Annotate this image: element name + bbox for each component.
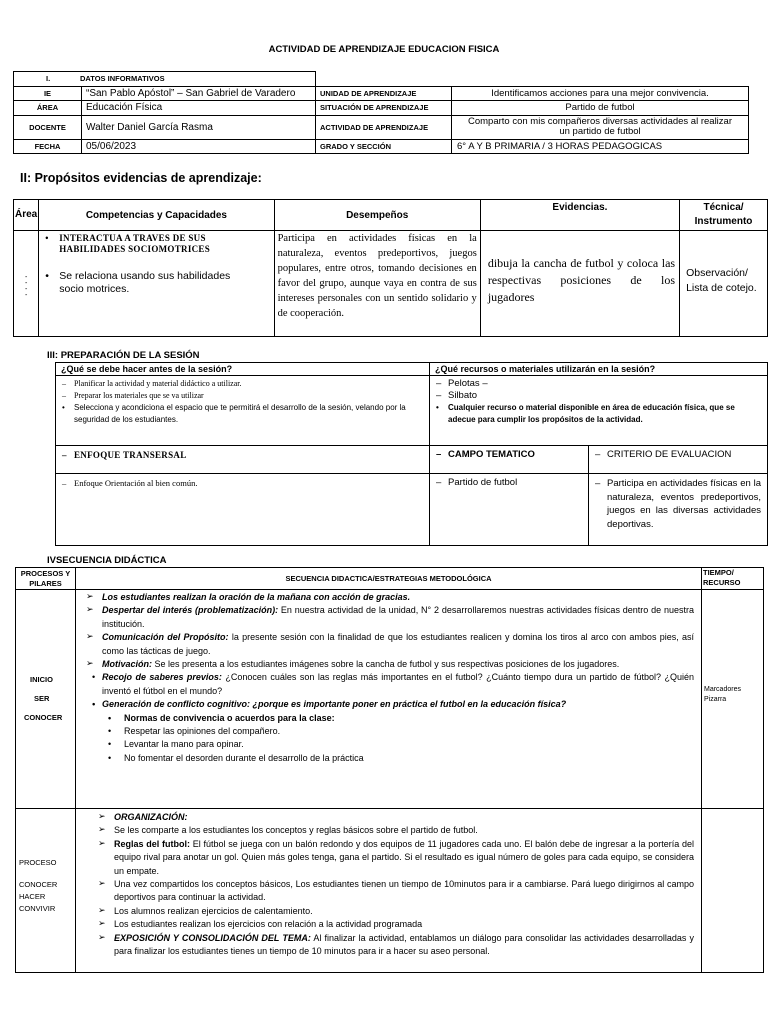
before-item-2: – Preparar los materiales que se va utilizar	[56, 390, 429, 402]
criterio-value: – Participa en actividades físicas en la naturaleza, eventos predeportivos, juegos en las diversas actividades deportivas.	[589, 477, 761, 531]
unidad-value: Identificamos acciones para una mejor convivencia.	[452, 86, 749, 101]
inicio-resources: Marcadores Pizarra	[702, 590, 764, 809]
desempeno-cell: Participa en actividades físicas en la naturaleza, eventos predeportivos, juegos populares, entre otros, tomando decisiones en favor del grupo, aunque vaya en contra de sus intereses personales con un sentido solidario y de cooperación.	[274, 231, 480, 337]
proceso-content	[76, 809, 702, 973]
criterio-header: – CRITERIO DE EVALUACION	[589, 449, 767, 461]
fecha-value: 05/06/2023	[82, 139, 316, 154]
inicio-proposito	[86, 631, 694, 658]
reglas-label: Reglas del futbol:	[114, 838, 191, 849]
inicio-interes	[86, 604, 694, 631]
criterio-value-cell	[589, 474, 768, 546]
enfoque-value-cell	[56, 474, 430, 546]
inicio-label: INICIO	[30, 675, 53, 684]
tiempo-header: TIEMPO/ RECURSO	[702, 568, 764, 590]
grado-value: 6° A Y B PRIMARIA / 3 HORAS PEDAGOGICAS	[452, 139, 749, 154]
proceso-reglas	[86, 838, 694, 878]
proceso-label-cell	[16, 809, 76, 973]
campo-value-cell	[430, 474, 589, 546]
before-header: ¿Qué se debe hacer antes de la sesión?	[56, 363, 430, 376]
area-label: ÁREA	[14, 101, 82, 116]
norma-3: • No fomentar el desorden durante el desarrollo de la práctica	[86, 752, 694, 765]
motivacion-label: Motivación:	[102, 659, 153, 670]
ie-label: IE	[14, 86, 82, 101]
proceso-item-4: ➢ Los alumnos realizan ejercicios de calentamiento.	[86, 905, 694, 918]
secuencia-header: SECUENCIA DIDACTICA/ESTRATEGIAS METODOLÓGICA	[76, 568, 702, 590]
before-item-3: • Selecciona y acondiciona el espacio que te permitirá el desarrollo de la sesión, velando por la seguridad de los estudiantes.	[56, 402, 429, 426]
desempenos-header: Desempeños	[274, 200, 480, 231]
section-2-title: II: Propósitos evidencias de aprendizaje:	[20, 171, 262, 185]
saberes-label: Recojo de saberes previos:	[102, 672, 222, 683]
area-cell: - - - -	[14, 231, 39, 337]
enfoque-value: – Enfoque Orientación al bien común.	[56, 477, 429, 489]
actividad-label: ACTIVIDAD DE APRENDIZAJE	[316, 115, 452, 139]
proceso-organizacion: ➢ ORGANIZACIÓN:	[86, 811, 694, 824]
interes-text: En nuestra actividad de la unidad, N° 2 desarrollaremos nuestras actividades físicas dentro de nuestra institución.	[102, 605, 695, 629]
norma-1: • Respetar las opiniones del compañero.	[86, 725, 694, 738]
saberes-text: ¿Conocen cuáles son las reglas más importantes en el futbol? ¿Cuánto tiempo dura un partido de fútbol? ¿Quién inventó el fútbol en el mundo?	[102, 672, 694, 696]
normas-title: • Normas de convivencia o acuerdos para la clase:	[86, 712, 694, 725]
proceso-item-5: ➢ Los estudiantes realizan los ejercicios con relación a la actividad programada	[86, 918, 694, 931]
enfoque-header-cell	[56, 446, 430, 474]
area-value: Educación Física	[82, 101, 316, 116]
reglas-text: El fútbol se juega con un balón redondo y dos equipos de 11 jugadores cada uno. El balón debe de ingresar a la portería del equipo rival para anotar un gol. Quien más goles tenga, gana el partido. Si el resultado es igual número de goles para cada equipo, se considera un empate.	[114, 838, 694, 876]
campo-header-cell	[430, 446, 589, 474]
purposes-table	[13, 199, 768, 337]
resources-cell	[430, 376, 768, 446]
campo-header: – CAMPO TEMATICO	[430, 449, 588, 461]
info-header	[14, 72, 316, 87]
conocer-label: CONOCER	[24, 713, 63, 722]
resources-header: ¿Qué recursos o materiales utilizarán en la sesión?	[430, 363, 768, 376]
inicio-saberes	[86, 671, 694, 698]
interes-label: Despertar del interés (problematización):	[102, 605, 279, 616]
proceso-item-1: ➢ Se les comparte a los estudiantes los conceptos y reglas básicos sobre el partido de futbol.	[86, 824, 694, 837]
section-3-title: III: PREPARACIÓN DE LA SESIÓN	[47, 350, 200, 361]
preparation-table	[55, 362, 768, 546]
proceso-resources	[702, 809, 764, 973]
sequence-table	[15, 567, 764, 973]
enfoque-header: – ENFOQUE TRANSERSAL	[56, 449, 429, 461]
criterio-header-cell	[589, 446, 768, 474]
procesos-header: PROCESOS Y PILARES	[16, 568, 76, 590]
resource-item-3: • Cualquier recurso o material disponible en área de educación física, que se adecue para cumplir los propósitos de la actividad.	[430, 402, 767, 426]
proceso-item-3: ➢ Una vez compartidos los conceptos básicos, Los estudiantes tienen un tiempo de 10minutos para ir a cambiarse. Pará luego dirigirnos al campo deportivos para continuar la actividad.	[86, 878, 694, 905]
inicio-motivacion	[86, 658, 694, 671]
exposicion-text: Al finalizar la actividad, entablamos un diálogo para consolidar las actividades desarrolladas y para finalizar los estudiantes tienes un tiempo de 10 minutos para ir a hacer su aseo personal.	[114, 932, 694, 957]
info-table	[13, 71, 749, 154]
evidencia-cell: dibuja la cancha de futbol y coloca las respectivas posiciones de los jugadores	[480, 231, 679, 337]
exposicion-label: EXPOSICIÓN Y CONSOLIDACIÓN DEL TEMA:	[114, 932, 311, 943]
inicio-label-cell	[16, 590, 76, 809]
info-section-num: I.	[46, 74, 51, 84]
campo-value: – Partido de futbol	[430, 477, 588, 489]
proceso-exposicion	[86, 932, 694, 959]
before-cell	[56, 376, 430, 446]
document-title: ACTIVIDAD DE APRENDIZAJE EDUCACION FISICA	[268, 44, 500, 55]
proposito-text: la presente sesión con la finalidad de que los estudiantes realicen y domina los tiros al arco con ambos pies, así como las tácticas de juego.	[102, 632, 694, 656]
docente-value: Walter Daniel García Rasma	[82, 115, 316, 139]
competencia-item: • INTERACTUA A TRAVES DE SUS HABILIDADES SOCIOMOTRICES	[39, 233, 273, 255]
area-header: Área	[14, 200, 39, 231]
competencias-cell	[39, 231, 274, 337]
docente-label: DOCENTE	[14, 115, 82, 139]
proposito-label: Comunicación del Propósito:	[102, 632, 229, 643]
motivacion-text: Se les presenta a los estudiantes imágenes sobre la cancha de futbol y sus respectivas posiciones de los jugadores.	[152, 659, 620, 670]
situacion-label: SITUACIÓN DE APRENDIZAJE	[316, 101, 452, 116]
conocer-hacer-label: CONOCER HACER CONVIVIR	[19, 879, 58, 913]
fecha-label: FECHA	[14, 139, 82, 154]
competencias-header: Competencias y Capacidades	[39, 200, 274, 231]
before-item-1: – Planificar la actividad y material didáctico a utilizar.	[56, 378, 429, 390]
unidad-label: UNIDAD DE APRENDIZAJE	[316, 86, 452, 101]
info-section-title: DATOS INFORMATIVOS	[80, 74, 165, 84]
tecnica-header: Técnica/ Instrumento	[680, 200, 768, 231]
inicio-oracion: ➢ Los estudiantes realizan la oración de la mañana con acción de gracias.	[86, 591, 694, 604]
actividad-value: Comparto con mis compañeros diversas actividades al realizar un partido de futbol	[452, 115, 749, 139]
section-4-title: IVSECUENCIA DIDÁCTICA	[47, 555, 167, 566]
norma-2: • Levantar la mano para opinar.	[86, 738, 694, 751]
ie-value: “San Pablo Apóstol” – San Gabriel de Varadero	[82, 86, 316, 101]
proceso-label: PROCESO	[19, 857, 57, 867]
evidencias-header: Evidencias.	[480, 200, 679, 231]
capacidad-item: • Se relaciona usando sus habilidades socio motrices.	[39, 270, 273, 296]
resource-item-1: – Pelotas –	[430, 378, 767, 390]
situacion-value: Partido de futbol	[452, 101, 749, 116]
ser-label: SER	[34, 694, 50, 703]
tecnica-cell: Observación/ Lista de cotejo.	[680, 231, 768, 337]
inicio-conflicto: • Generación de conflicto cognitivo: ¿porque es importante poner en práctica el futbol en la educación física?	[86, 698, 694, 711]
resource-item-2: – Silbato	[430, 390, 767, 402]
inicio-content	[76, 590, 702, 809]
grado-label: GRADO Y SECCIÓN	[316, 139, 452, 154]
